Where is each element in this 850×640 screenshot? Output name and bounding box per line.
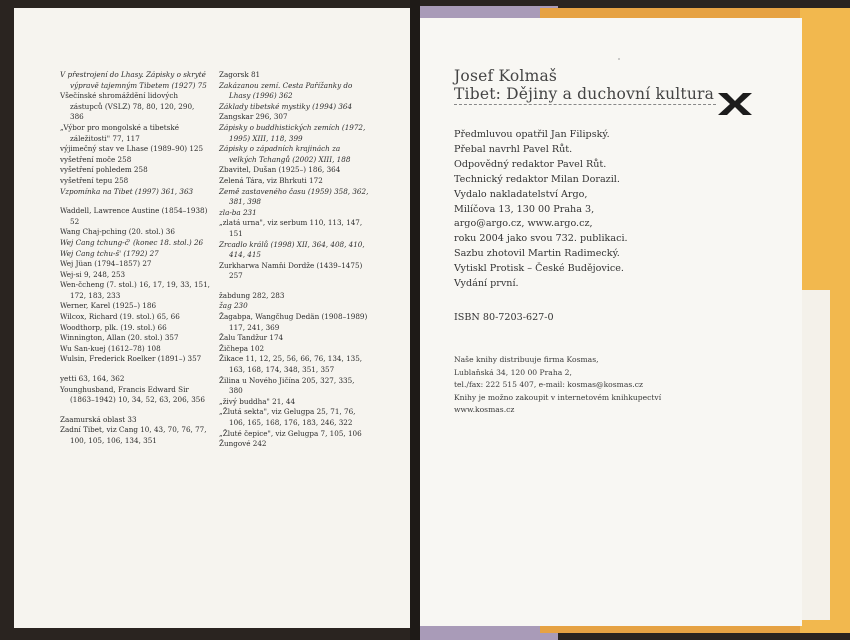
index-entry: Zbavitel, Dušan (1925–) 186, 364: [219, 165, 341, 175]
index-entry: Zagorsk 81: [219, 70, 261, 79]
credit-line: Odpovědný redaktor Pavel Růt.: [454, 158, 607, 170]
index-column-1: [60, 70, 210, 447]
index-entry: žag 230: [219, 301, 248, 311]
credit-line: Sazbu zhotovil Martin Radimecký.: [454, 248, 620, 260]
index-entry: Wulsin, Frederick Roelker (1891–) 357: [60, 354, 202, 364]
index-entry: Zelená Tára, viz Bhrkuti 172: [219, 175, 323, 185]
index-entry: Wilcox, Richard (19. stol.) 65, 66: [60, 312, 180, 322]
index-entry: Wej-si 9, 248, 253: [60, 269, 126, 279]
distribution-line: tel./fax: 222 515 407, e-mail: kosmas@kosmas.cz: [454, 380, 643, 390]
index-entry: Zurkharwa Namňi Dordže (1439–1475) 257: [219, 260, 363, 281]
index-entry: „Žluté čepice", viz Gelugpa 7, 105, 106: [219, 428, 362, 438]
index-entry: Zangskar 296, 307: [219, 112, 288, 122]
index-entry: Zrcadlo králů (1998) XII, 364, 408, 410, 414, 415: [219, 239, 365, 260]
index-entry: yetti 63, 164, 362: [60, 374, 125, 384]
credit-line: argo@argo.cz, www.argo.cz,: [454, 218, 593, 230]
book-author: Josef Kolmaš: [454, 67, 558, 85]
index-entry: Wang Chaj-pching (20. stol.) 36: [60, 227, 175, 237]
index-entry: Wej Jüan (1794–1857) 27: [60, 259, 152, 269]
index-entry: „zlatá urna", viz serbum 110, 113, 147, 151: [219, 218, 363, 238]
index-entry: Zápisky o západních krajinách za velkých Tchangů (2002) XIII, 188: [219, 144, 351, 164]
distribution-line: Naše knihy distribuuje firma Kosmas,: [454, 355, 599, 364]
credit-line: Vydání první.: [454, 278, 519, 290]
index-entry: Zadní Tibet, viz Cang 10, 43, 70, 76, 77, 100, 105, 106, 134, 351: [60, 425, 207, 445]
credit-line: Vytiskl Protisk – České Budějovice.: [454, 263, 624, 275]
index-entry: „živý buddha" 21, 44: [219, 396, 296, 406]
index-entry: Woodthorp, plk. (19. stol.) 66: [60, 322, 167, 332]
index-entry: Zakázanou zemí. Cesta Pařížanky do Lhasy (1996) 362: [219, 80, 353, 101]
distribution-line: Knihy je možno zakoupit v internetovém knihkupectví: [454, 392, 662, 402]
argo-x-logo-icon: [718, 91, 752, 117]
credit-line: Předmluvou opatřil Jan Filipský.: [454, 129, 610, 140]
credit-line: Přebal navrhl Pavel Růt.: [454, 143, 573, 155]
index-entry: Zaamurská oblast 33: [60, 414, 137, 424]
index-entry: vyšetření pohledem 258: [60, 165, 148, 175]
index-gap: [60, 197, 210, 206]
index-entry: zla-ba 231: [219, 207, 257, 217]
distribution-info: [454, 354, 661, 417]
colophon-credits: [454, 128, 628, 292]
credit-line: Technický redaktor Milan Dorazil.: [454, 173, 620, 185]
credit-line: Milíčova 13, 130 00 Praha 3,: [454, 203, 595, 215]
index-entry: „Výbor pro mongolské a tibetské záležitosti" 77, 117: [60, 122, 179, 143]
index-entry: Winnington, Allan (20. stol.) 357: [60, 333, 179, 343]
credit-line: roku 2004 jako svou 732. publikaci.: [454, 233, 628, 245]
index-entry: výjimečný stav ve Lhase (1989–90) 125: [60, 144, 204, 154]
index-entry: Žungové 242: [219, 439, 267, 449]
index-entry: Waddell, Lawrence Austine (1854–1938) 52: [60, 206, 208, 226]
index-entry: Všečínské shromáždění lidových zástupců (VSLZ) 78, 80, 120, 290, 386: [60, 91, 195, 122]
distribution-line: www.kosmas.cz: [454, 405, 515, 415]
index-entry: Wej Cang tchu-š' (1792) 27: [60, 248, 159, 258]
index-entry: vyšetření moče 258: [60, 154, 132, 164]
index-entry: Žilina u Nového Jičína 205, 327, 335, 380: [219, 375, 355, 396]
book-title: Tibet: Dějiny a duchovní kultura: [454, 85, 715, 103]
index-column-2: [219, 70, 369, 450]
index-entry: Wu San-kuej (1612–78) 108: [60, 343, 161, 353]
index-entry: Žagabpa, Wangčhug Dedän (1908–1989) 117, 241, 369: [219, 312, 368, 332]
distribution-line: Lublaňská 34, 120 00 Praha 2,: [454, 367, 572, 377]
index-entry: Země zastaveného času (1959) 358, 362, 381, 398: [219, 186, 369, 207]
index-entry: Younghusband, Francis Edward Sir (1863–1942) 10, 34, 52, 63, 206, 356: [60, 384, 205, 405]
index-entry: Žičhepa 102: [219, 343, 265, 353]
index-gap: [60, 406, 210, 415]
book-spine: [410, 0, 420, 640]
index-entry: Werner, Karel (1925–) 186: [60, 301, 157, 311]
index-gap: [219, 282, 369, 291]
index-entry: V přestrojení do Lhasy. Zápisky o skryté výpravě tajemným Tibetem (1927) 75: [60, 70, 207, 90]
index-entry: Základy tibetské mystiky (1994) 364: [219, 101, 353, 111]
index-entry: Žikace 11, 12, 25, 56, 66, 76, 134, 135, 163, 168, 174, 348, 351, 357: [219, 354, 363, 375]
index-entry: žabdung 282, 283: [219, 290, 285, 300]
paper-speck: [618, 58, 620, 60]
index-entry: vyšetření tepu 258: [60, 175, 129, 185]
index-entry: Žalu Tandžur 174: [219, 333, 284, 343]
index-entry: Vzpomínka na Tibet (1997) 361, 363: [60, 186, 194, 196]
title-rule: [454, 104, 716, 105]
credit-line: Vydalo nakladatelství Argo,: [454, 188, 588, 200]
index-entry: Wen-čcheng (7. stol.) 16, 17, 19, 33, 151, 172, 183, 233: [60, 280, 210, 300]
index-entry: „Žlutá sekta", viz Gelugpa 25, 71, 76, 106, 165, 168, 176, 183, 246, 322: [219, 407, 356, 427]
isbn-number: ISBN 80-7203-627-0: [454, 312, 554, 323]
index-entry: Wej Cang tchung-č' (konec 18. stol.) 26: [60, 237, 204, 247]
index-entry: Zápisky o buddhistických zemích (1972, 1995) XIII, 118, 399: [219, 122, 366, 143]
index-gap: [60, 365, 210, 374]
